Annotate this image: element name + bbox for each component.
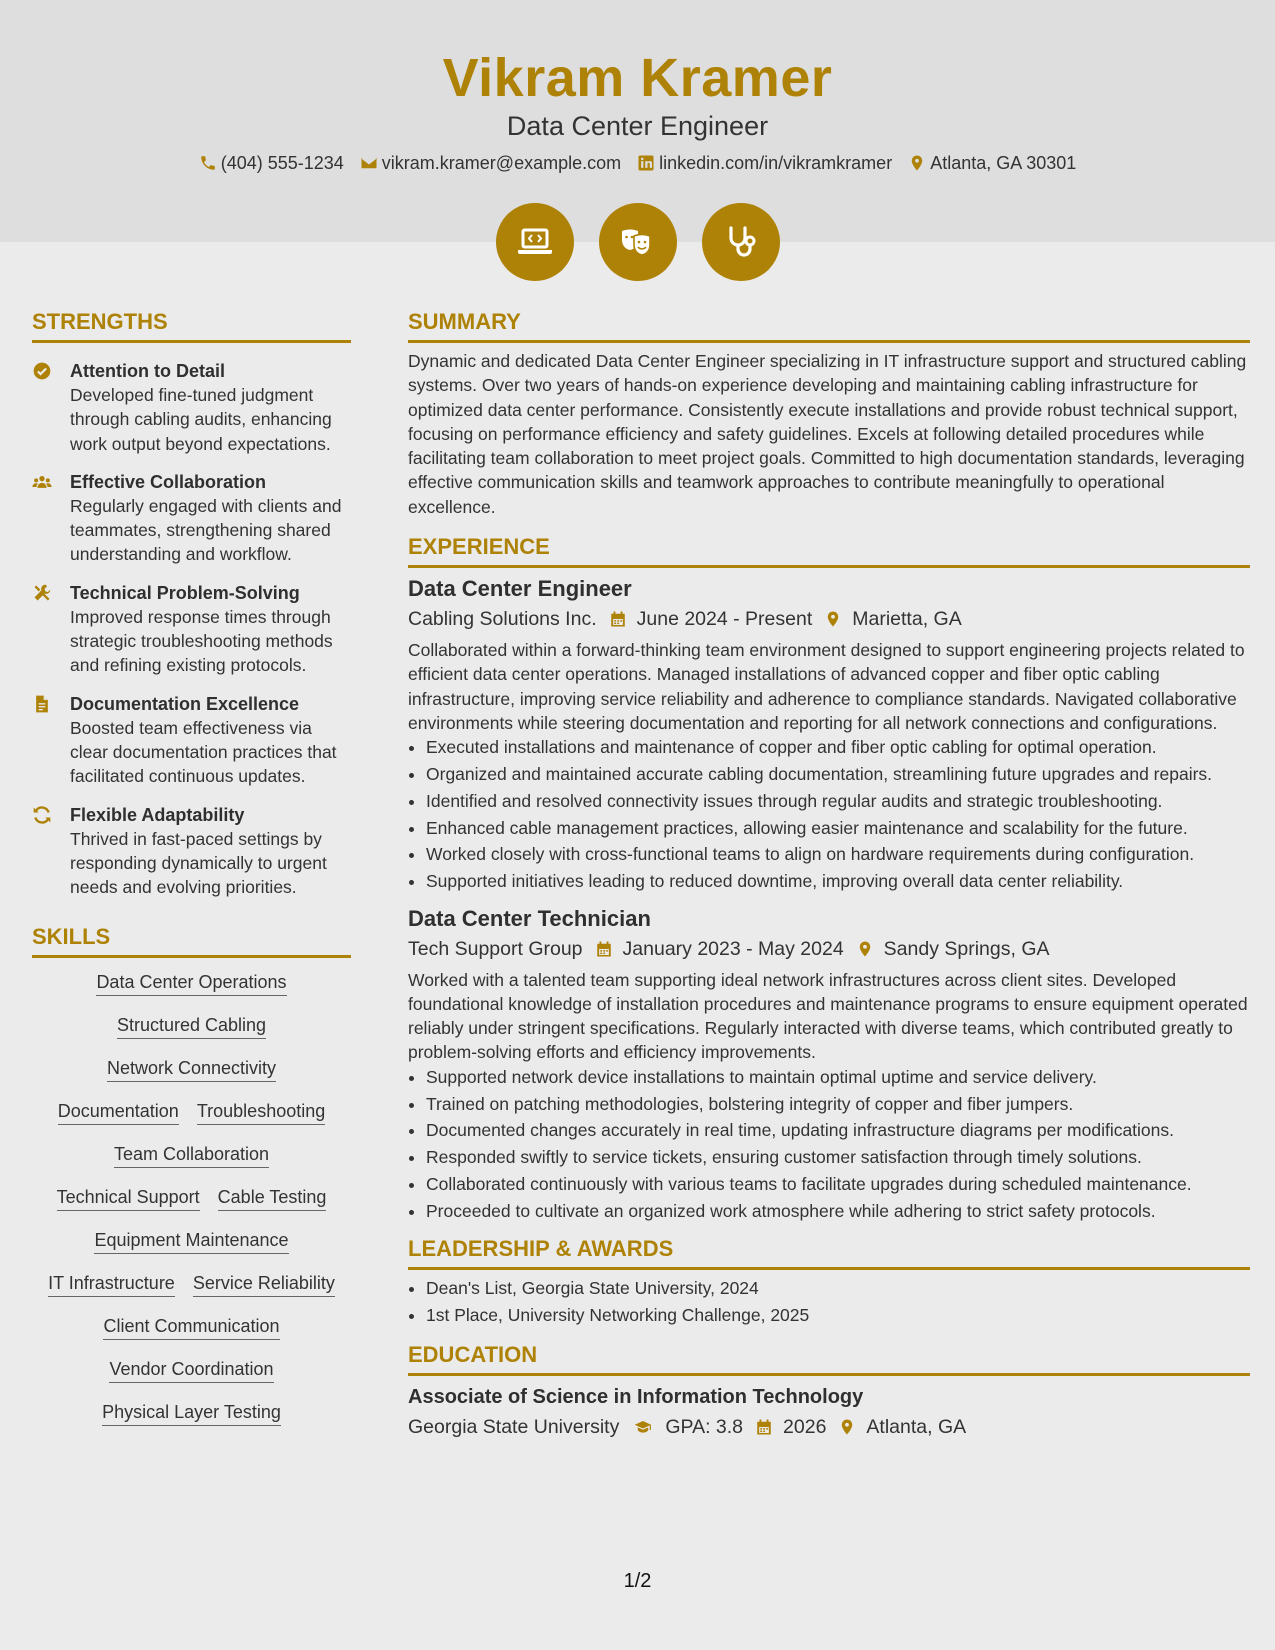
- strength-item: [32, 470, 351, 567]
- skills-list: [32, 970, 351, 1426]
- skill-tag: Structured Cabling: [117, 1013, 266, 1039]
- candidate-role: Data Center Engineer: [506, 111, 769, 141]
- award-item: • Dean's List, Georgia State University, 2024: [426, 1276, 1250, 1300]
- contact-phone-text: (404) 555-1234: [220, 153, 344, 173]
- job-bullet: • Trained on patching methodologies, bolstering integrity of copper and fiber jumpers.: [426, 1092, 1250, 1116]
- theater-masks-icon: [618, 222, 658, 262]
- education-location: Atlanta, GA: [866, 1416, 967, 1439]
- job-dates: January 2023 - May 2024: [622, 937, 844, 960]
- map-pin-icon: [856, 940, 874, 958]
- job-bullet: • Worked closely with cross-functional teams to align on hardware requirements during configuration.: [426, 842, 1250, 866]
- awards-list: [408, 1276, 1250, 1327]
- job-bullet: • Documented changes accurately in real time, updating infrastructure diagrams per modifications.: [426, 1118, 1250, 1142]
- phone-icon: [199, 154, 217, 172]
- degree-title: Associate of Science in Information Technology: [408, 1386, 864, 1409]
- skill-tag: Physical Layer Testing: [102, 1400, 281, 1426]
- contact-linkedin-text: linkedin.com/in/vikramkramer: [659, 153, 893, 173]
- skill-tag: IT Infrastructure: [48, 1271, 175, 1297]
- job-bullet: • Identified and resolved connectivity issues through regular audits and strategic troubleshooting.: [426, 789, 1250, 813]
- award-item: • 1st Place, University Networking Challenge, 2025: [426, 1303, 1250, 1327]
- contact-email[interactable]: [360, 150, 621, 176]
- graduation-cap-icon: [631, 1418, 655, 1436]
- contact-email-text: vikram.kramer@example.com: [381, 153, 622, 173]
- candidate-name: Vikram Kramer: [442, 48, 833, 108]
- skill-tag: Team Collaboration: [114, 1142, 269, 1168]
- left-column: [32, 308, 351, 1426]
- skill-tag: Client Communication: [103, 1314, 279, 1340]
- stethoscope-icon: [721, 222, 761, 262]
- badge-masks: [599, 203, 677, 281]
- skills-heading: SKILLS: [32, 923, 351, 958]
- laptop-code-icon: [515, 222, 555, 262]
- education-meta: [408, 1412, 1250, 1442]
- right-column: [408, 308, 1250, 1446]
- job-bullets: [408, 1065, 1250, 1223]
- job-bullets: [408, 735, 1250, 893]
- linkedin-icon: [637, 154, 655, 172]
- strength-item: [32, 359, 351, 456]
- strength-item: [32, 692, 351, 789]
- job-dates: June 2024 - Present: [636, 608, 813, 631]
- job-title: Data Center Technician: [408, 905, 651, 931]
- sync-icon: [32, 805, 52, 825]
- badge-laptop: [496, 203, 574, 281]
- map-pin-icon: [908, 154, 926, 172]
- skill-tag: Documentation: [58, 1099, 179, 1125]
- job-bullet: • Collaborated continuously with various teams to facilitate upgrades during scheduled maintenance.: [426, 1172, 1250, 1196]
- job-bullet: • Organized and maintained accurate cabling documentation, streamlining future upgrades and repairs.: [426, 762, 1250, 786]
- users-icon: [32, 472, 52, 492]
- job-location: Sandy Springs, GA: [883, 937, 1050, 960]
- skill-tag: Troubleshooting: [197, 1099, 325, 1125]
- contact-location-text: Atlanta, GA 30301: [930, 153, 1077, 173]
- map-pin-icon: [838, 1418, 856, 1436]
- strength-desc: Regularly engaged with clients and teammates, strengthening shared understanding and workflow.: [70, 495, 342, 565]
- calendar-icon: [595, 940, 613, 958]
- skill-tag: Technical Support: [57, 1185, 200, 1211]
- job-description: Collaborated within a forward-thinking team environment designed to support engineering projects related to efficient data center operations. Managed installations of advanced copper and fiber optic cabling infrastructure, improving service reliability and adherence to compliance standards. Navigated collaborative environments while steering documentation and reporting for all network connections and configurations.: [408, 640, 1245, 733]
- strengths-heading: STRENGTHS: [32, 308, 351, 343]
- summary-heading: SUMMARY: [408, 308, 1250, 343]
- job-bullet: • Supported network device installations to maintain optimal uptime and service delivery.: [426, 1065, 1250, 1089]
- job-meta: [408, 934, 1250, 964]
- summary-text: Dynamic and dedicated Data Center Engineer specializing in IT infrastructure support and structured cabling systems. Over two years of hands-on experience developing and maintaining cabling infrastructure for optimized data center performance. Consistently execute installations and provide robust technical support, focusing on performance efficiency and safety guidelines. Excels at following detailed procedures while facilitating team collaboration to meet project goals. Committed to high documentation standards, leveraging effective communication skills and teamwork approaches to contribute meaningfully to operational excellence.: [408, 351, 1247, 517]
- experience-heading: EXPERIENCE: [408, 533, 1250, 568]
- document-icon: [32, 694, 52, 714]
- school-name: Georgia State University: [408, 1416, 620, 1439]
- job-bullet: • Proceeded to cultivate an organized work atmosphere while adhering to strict safety protocols.: [426, 1199, 1250, 1223]
- map-pin-icon: [824, 610, 842, 628]
- skill-tag: Equipment Maintenance: [94, 1228, 288, 1254]
- strength-title: Attention to Detail: [70, 361, 225, 381]
- job-bullet: • Executed installations and maintenance of copper and fiber optic cabling for optimal operation.: [426, 735, 1250, 759]
- contact-phone[interactable]: [199, 150, 344, 176]
- strength-item: [32, 581, 351, 678]
- job-bullet: • Supported initiatives leading to reduced downtime, improving overall data center reliability.: [426, 869, 1250, 893]
- strength-desc: Improved response times through strategic troubleshooting methods and refining existing protocols.: [70, 606, 333, 676]
- strength-title: Technical Problem-Solving: [70, 582, 300, 603]
- skill-tag: Data Center Operations: [96, 970, 286, 996]
- strength-title: Documentation Excellence: [70, 693, 300, 714]
- job-entry: [408, 904, 1250, 1223]
- job-entry: [408, 574, 1250, 893]
- contact-bar: [0, 150, 1275, 176]
- badge-stethoscope: [702, 203, 780, 281]
- job-meta: [408, 604, 1250, 634]
- strength-title: Effective Collaboration: [70, 471, 267, 492]
- gpa: GPA: 3.8: [665, 1416, 744, 1439]
- contact-location: [908, 150, 1076, 176]
- awards-heading: LEADERSHIP & AWARDS: [408, 1235, 1250, 1270]
- job-company: Cabling Solutions Inc.: [408, 608, 597, 631]
- graduation-year: 2026: [783, 1416, 827, 1439]
- job-title: Data Center Engineer: [408, 576, 632, 602]
- skill-tag: Cable Testing: [218, 1185, 327, 1211]
- strength-item: [32, 803, 351, 900]
- strength-desc: Developed fine-tuned judgment through cabling audits, enhancing work output beyond expectations.: [70, 385, 332, 454]
- skill-tag: Vendor Coordination: [109, 1357, 273, 1383]
- tools-icon: [32, 583, 52, 603]
- calendar-icon: [609, 610, 627, 628]
- job-company: Tech Support Group: [408, 937, 583, 960]
- page-number: 1/2: [623, 1570, 652, 1592]
- interest-badges: [0, 203, 1275, 281]
- contact-linkedin[interactable]: [637, 150, 892, 176]
- strength-desc: Boosted team effectiveness via clear documentation practices that facilitated continuous updates.: [70, 717, 337, 787]
- skill-tag: Service Reliability: [193, 1271, 335, 1297]
- education-heading: EDUCATION: [408, 1341, 1250, 1376]
- job-bullet: • Responded swiftly to service tickets, ensuring customer satisfaction through timely solutions.: [426, 1145, 1250, 1169]
- job-bullet: • Enhanced cable management practices, allowing easier maintenance and scalability for the future.: [426, 816, 1250, 840]
- job-location: Marietta, GA: [852, 608, 962, 631]
- envelope-icon: [360, 154, 378, 172]
- skill-tag: Network Connectivity: [107, 1056, 276, 1082]
- check-circle-icon: [32, 361, 52, 381]
- strength-title: Flexible Adaptability: [70, 804, 245, 825]
- calendar-icon: [755, 1418, 773, 1436]
- strength-desc: Thrived in fast-paced settings by responding dynamically to urgent needs and evolving priorities.: [70, 828, 327, 898]
- job-description: Worked with a talented team supporting ideal network infrastructures across client sites. Developed foundational knowledge of installation procedures and maintenance programs to ensure equipment operated reliably under stringent specifications. Regularly interacted with diverse teams, which contributed greatly to problem-solving efforts and efficiency improvements.: [408, 969, 1248, 1063]
